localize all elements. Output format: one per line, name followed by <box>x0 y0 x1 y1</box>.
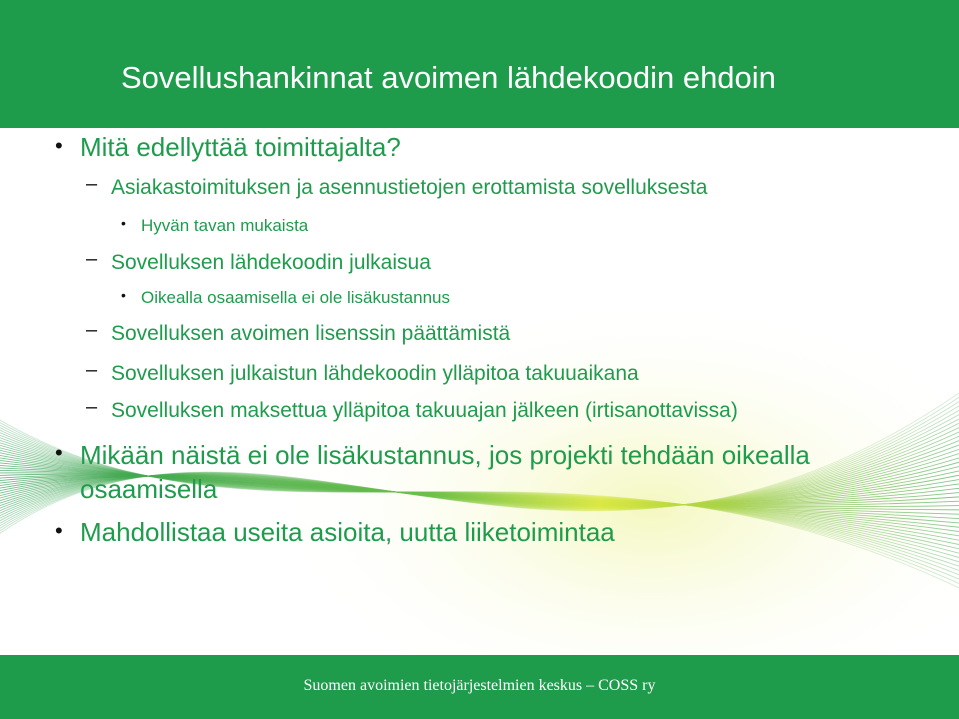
bullet-level-2: Sovelluksen lähdekoodin julkaisua <box>111 251 431 274</box>
bullet-level-1: Mahdollistaa useita asioita, uutta liiketoimintaa <box>80 517 615 547</box>
bullet-level-2: Sovelluksen avoimen lisenssin päättämistä <box>111 322 511 345</box>
dash-marker: – <box>86 248 98 270</box>
dash-marker: – <box>86 396 98 418</box>
dash-marker: – <box>86 319 98 341</box>
bullet-marker: • <box>55 440 63 465</box>
bullet-marker: • <box>55 133 63 158</box>
bullet-level-3: Hyvän tavan mukaista <box>141 216 309 235</box>
bullet-marker: • <box>55 518 63 543</box>
bullet-level-3: Oikealla osaamisella ei ole lisäkustannus <box>141 288 450 307</box>
bullet-level-1: Mitä edellyttää toimittajalta? <box>80 132 401 162</box>
footer-text: Suomen avoimien tietojärjestelmien keskus – COSS ry <box>303 677 656 694</box>
bullet-level-2: Asiakastoimituksen ja asennustietojen erottamista sovelluksesta <box>111 176 708 199</box>
dash-marker: – <box>86 173 98 195</box>
bullet-level-2: Sovelluksen julkaistun lähdekoodin ylläpitoa takuuaikana <box>111 362 639 385</box>
slide-title: Sovellushankinnat avoimen lähdekoodin ehdoin <box>121 60 776 95</box>
dash-marker: – <box>86 359 98 381</box>
bullet-marker: • <box>121 215 126 231</box>
bullet-marker: • <box>121 287 126 303</box>
bullet-level-2: Sovelluksen maksettua ylläpitoa takuuajan jälkeen (irtisanottavissa) <box>111 399 738 422</box>
bullet-level-1: Mikään näistä ei ole lisäkustannus, jos projekti tehdään oikealla osaamisella <box>80 440 810 504</box>
